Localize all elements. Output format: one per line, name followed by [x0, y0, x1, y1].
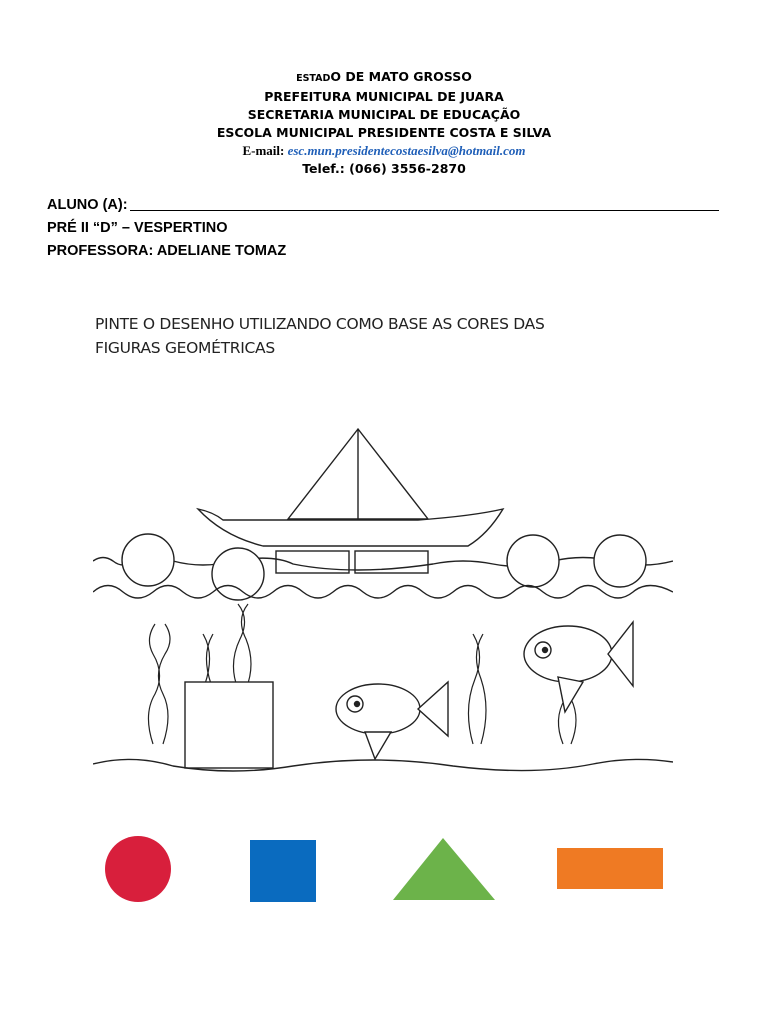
header-school: ESCOLA MUNICIPAL PRESIDENTE COSTA E SILVA [216, 125, 552, 140]
buoy-circle [507, 535, 559, 587]
instruction-line-1: PINTE O DESENHO UTILIZANDO COMO BASE AS CORES DAS [95, 315, 545, 333]
color-key-rectangle [557, 848, 663, 889]
boat-sail [288, 429, 428, 519]
teacher-line: PROFESSORA: ADELIANE TOMAZ [47, 243, 287, 259]
header-phone: Telef.: (066) 3556-2870 [302, 161, 466, 176]
header-state-rest: O DE MATO GROSSO [330, 69, 472, 84]
instruction-line-2: FIGURAS GEOMÉTRICAS [95, 339, 275, 357]
student-name-row [47, 194, 719, 217]
class-line: PRÉ II “D” – VESPERTINO [47, 220, 228, 236]
color-key-circle [105, 836, 171, 902]
student-name-label: ALUNO (A): [47, 197, 128, 213]
waves [93, 586, 673, 599]
email-link[interactable]: esc.mun.presidentecostaesilva@hotmail.com [287, 143, 526, 158]
color-key-triangle [393, 838, 495, 900]
buoy-circle [212, 548, 264, 600]
color-key-shapes [93, 830, 673, 910]
fish-center [336, 682, 448, 759]
school-header [0, 68, 768, 178]
student-name-line[interactable] [130, 194, 719, 211]
buoy-circle [594, 535, 646, 587]
color-key-square [250, 840, 316, 902]
buoy-circle [122, 534, 174, 586]
sea-floor [93, 759, 673, 771]
worksheet-image [93, 300, 673, 940]
coloring-drawing [93, 424, 673, 774]
header-email [0, 142, 768, 160]
header-state [0, 68, 768, 88]
instruction-text [95, 312, 655, 360]
header-state-prefix: ESTAD [296, 73, 331, 84]
fish-right [524, 622, 633, 712]
header-prefecture: PREFEITURA MUNICIPAL DE JUARA [264, 89, 504, 104]
student-info [47, 194, 719, 263]
drawing-square [185, 682, 273, 768]
email-label: E-mail: [242, 143, 285, 158]
header-secretary: SECRETARIA MUNICIPAL DE EDUCAÇÃO [247, 107, 521, 122]
